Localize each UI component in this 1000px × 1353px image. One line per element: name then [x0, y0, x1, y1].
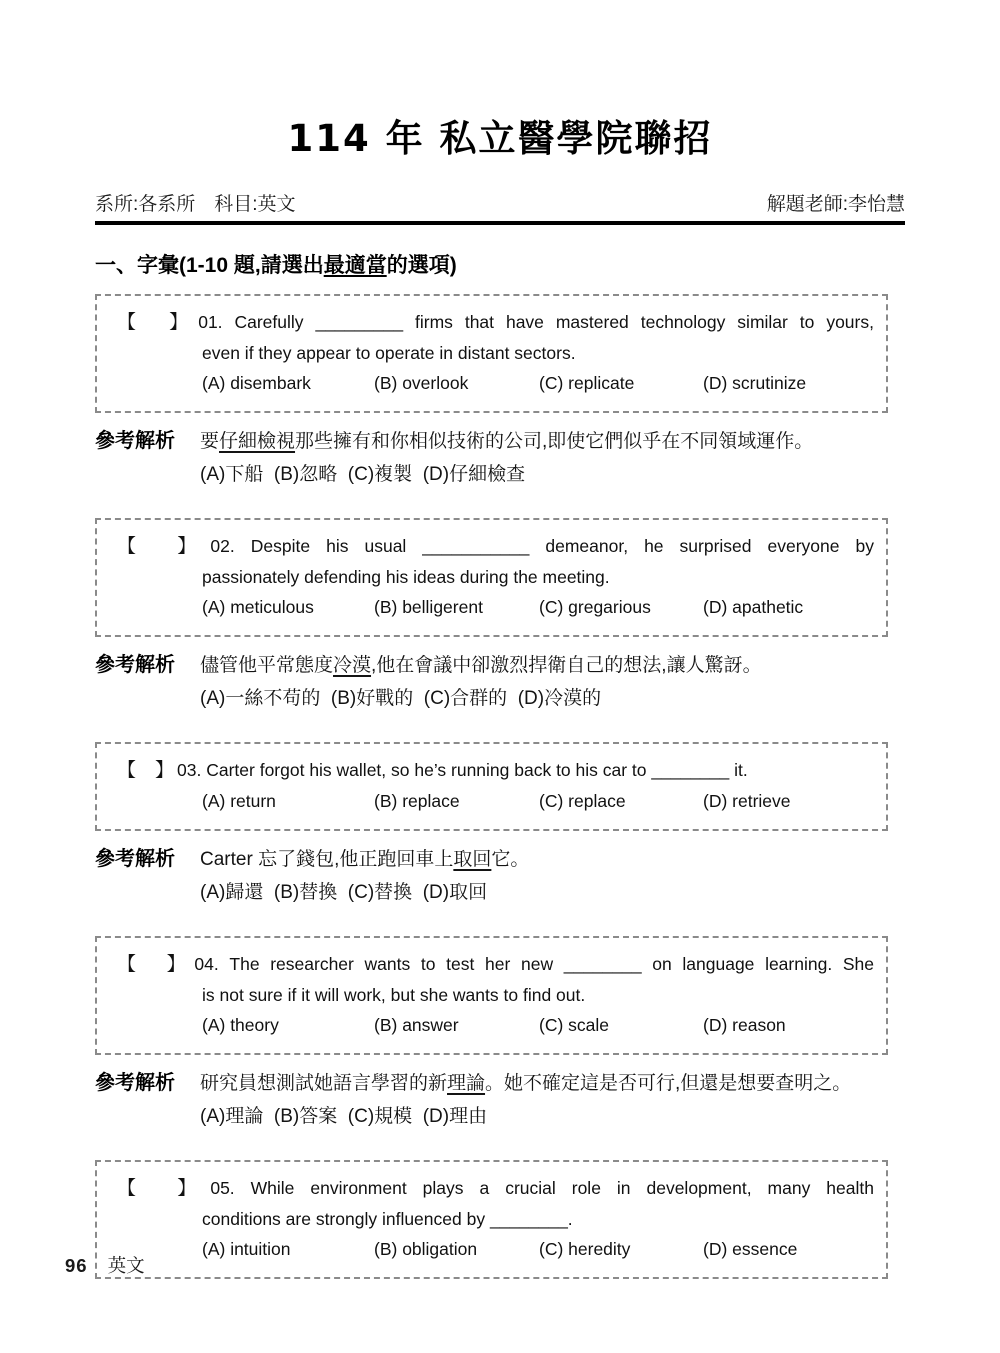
- question-box-04: [95, 936, 888, 1055]
- question-text: Carefully _________ firms that have mastered technology similar to yours,: [234, 312, 874, 332]
- options-row: [202, 592, 874, 622]
- explanation-text: [200, 425, 905, 458]
- explanation-keyword: 取回: [453, 849, 492, 870]
- solution-teacher-label: 解題老師:李怡慧: [766, 194, 905, 215]
- option-b: (B) answer: [374, 1015, 459, 1035]
- options-row: [202, 368, 874, 398]
- explanation-post: 那些擁有和你相似技術的公司,即使它們似乎在不同領域運作。: [295, 431, 814, 452]
- explanation-pre: Carter 忘了錢包,他正跑回車上: [200, 849, 454, 870]
- option-c: (C) replicate: [539, 373, 635, 393]
- explanation-label: 參考解析: [95, 654, 175, 676]
- explanation-keyword: 理論: [447, 1073, 486, 1094]
- question-line-1: [117, 531, 874, 562]
- question-line-2: is not sure if it will work, but she wants to find out.: [202, 985, 586, 1005]
- explanation-pre: 儘管他平常態度: [200, 655, 334, 676]
- section-heading-post: 的選項): [386, 254, 457, 277]
- explanation-post: 。她不確定這是否可行,但還是想要查明之。: [485, 1073, 852, 1094]
- explanation-text: [200, 649, 905, 682]
- option-c: (C) heredity: [539, 1239, 631, 1259]
- explanation-post: ,他在會議中卻激烈捍衛自己的想法,讓人驚訝。: [371, 655, 762, 676]
- question-line-1: [117, 755, 874, 786]
- option-d: (D) essence: [703, 1239, 798, 1259]
- answer-bracket: 【 】: [117, 1178, 208, 1199]
- department-subject-label: 系所:各系所 科目:英文: [95, 194, 296, 215]
- explanation-label: 參考解析: [95, 848, 175, 870]
- question-line-1: [117, 949, 874, 980]
- section-heading: [95, 249, 905, 279]
- option-c: (C) gregarious: [539, 597, 651, 617]
- question-box-03: [95, 742, 888, 831]
- question-number: 03.: [177, 760, 202, 780]
- option-d: (D) apathetic: [703, 597, 804, 617]
- explanation-body: [200, 649, 905, 715]
- footer-subject: 英文: [107, 1255, 145, 1276]
- option-c: (C) replace: [539, 791, 626, 811]
- explanation-post: 它。: [491, 849, 530, 870]
- option-b: (B) replace: [374, 791, 460, 811]
- option-a: (A) intuition: [202, 1239, 291, 1259]
- option-a: (A) disembark: [202, 373, 311, 393]
- answer-bracket: 【 】: [117, 312, 196, 333]
- explanation-block-01: [95, 425, 905, 491]
- explanation-body: [200, 425, 905, 491]
- option-c: (C) scale: [539, 1015, 610, 1035]
- options-row: [202, 1010, 874, 1040]
- page-title: 114 年 私立醫學院聯招: [287, 117, 713, 160]
- page-footer: [65, 1252, 145, 1278]
- option-b: (B) obligation: [374, 1239, 478, 1259]
- explanation-text: [200, 1067, 905, 1100]
- page-number: 96: [65, 1255, 88, 1276]
- explanation-choices: (A)一絲不苟的 (B)好戰的 (C)合群的 (D)冷漠的: [200, 688, 602, 709]
- explanation-label: 參考解析: [95, 1072, 175, 1094]
- question-line-2: even if they appear to operate in distant sectors.: [202, 343, 576, 363]
- explanation-label: 參考解析: [95, 430, 175, 452]
- question-line-2: passionately defending his ideas during the meeting.: [202, 567, 610, 587]
- answer-bracket: 【 】: [117, 954, 192, 975]
- explanation-choices: (A)理論 (B)答案 (C)規模 (D)理由: [200, 1106, 488, 1127]
- question-line-1: [117, 1173, 874, 1204]
- question-text: The researcher wants to test her new ________ on language learning. She: [229, 954, 874, 974]
- option-b: (B) belligerent: [374, 597, 483, 617]
- exam-meta-row: [95, 189, 905, 216]
- option-a: (A) theory: [202, 1015, 279, 1035]
- question-line-2: conditions are strongly influenced by ________.: [202, 1209, 573, 1229]
- section-heading-pre: 一、字彙(1-10 題,請選出: [95, 254, 324, 277]
- question-text: Despite his usual ___________ demeanor, he surprised everyone by: [250, 536, 874, 556]
- explanation-keyword: 冷漠: [333, 655, 372, 676]
- explanation-block-04: [95, 1067, 905, 1133]
- explanation-block-02: [95, 649, 905, 715]
- explanation-choices: (A)歸還 (B)替換 (C)替換 (D)取回: [200, 882, 488, 903]
- option-a: (A) return: [202, 791, 276, 811]
- options-row: [202, 1234, 874, 1264]
- question-text: While environment plays a crucial role in development, many health: [250, 1178, 874, 1198]
- options-row: [202, 786, 874, 816]
- explanation-text: [200, 843, 905, 876]
- question-number: 05.: [210, 1178, 235, 1198]
- header-divider: [95, 221, 905, 225]
- explanation-body: [200, 1067, 905, 1133]
- option-a: (A) meticulous: [202, 597, 314, 617]
- question-box-01: [95, 294, 888, 413]
- option-b: (B) overlook: [374, 373, 469, 393]
- question-box-02: [95, 518, 888, 637]
- explanation-pre: 要: [200, 431, 220, 452]
- section-heading-emphasis: 最適當: [323, 254, 387, 277]
- page-content: [95, 0, 905, 1279]
- explanation-pre: 研究員想測試她語言學習的新: [200, 1073, 448, 1094]
- option-d: (D) scrutinize: [703, 373, 807, 393]
- question-number: 01.: [198, 312, 223, 332]
- question-line-1: [117, 307, 874, 338]
- option-d: (D) reason: [703, 1015, 786, 1035]
- answer-bracket: 【 】: [117, 536, 208, 557]
- explanation-keyword: 仔細檢視: [219, 431, 296, 452]
- explanation-body: [200, 843, 905, 909]
- question-box-05: [95, 1160, 888, 1279]
- question-number: 04.: [194, 954, 219, 974]
- question-number: 02.: [210, 536, 235, 556]
- explanation-block-03: [95, 843, 905, 909]
- answer-bracket: 【 】: [117, 760, 175, 781]
- option-d: (D) retrieve: [703, 791, 791, 811]
- question-text: Carter forgot his wallet, so he’s running back to his car to ________ it.: [206, 760, 748, 780]
- explanation-choices: (A)下船 (B)忽略 (C)複製 (D)仔細檢查: [200, 464, 526, 485]
